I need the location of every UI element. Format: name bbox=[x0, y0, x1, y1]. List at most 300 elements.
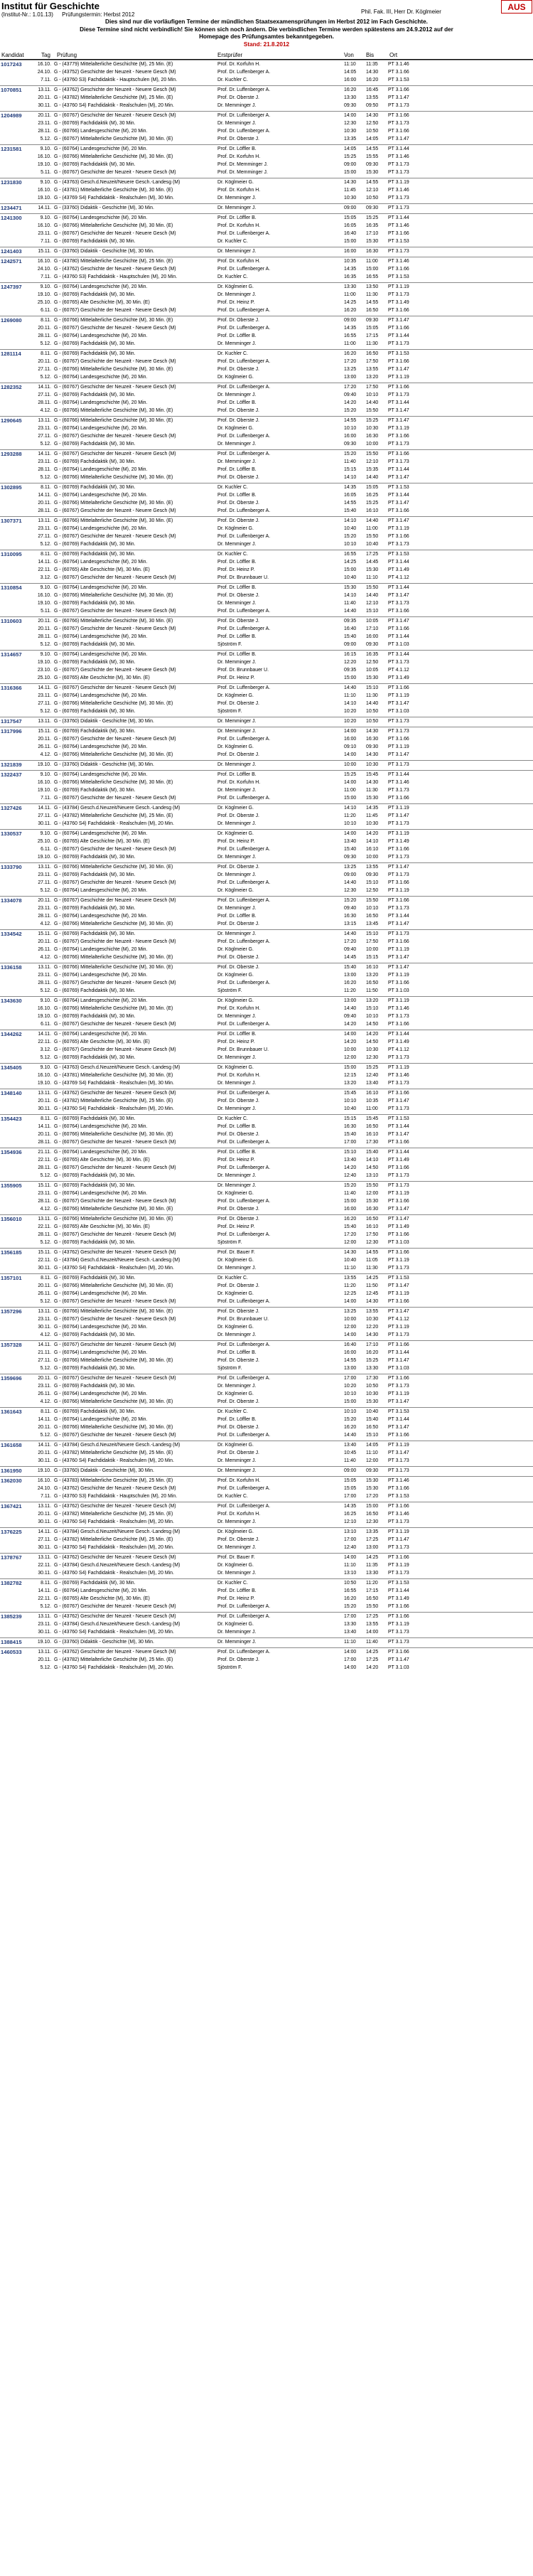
exam-row bbox=[0, 1364, 533, 1372]
examiner-name: Prof. Dr. Löffler B. bbox=[217, 146, 257, 151]
examiner-name: Dr. Köglmeier G. bbox=[217, 693, 254, 698]
time-from: 11:20 bbox=[344, 1283, 356, 1288]
candidate-group bbox=[0, 60, 533, 85]
time-to: 17:30 bbox=[366, 1140, 379, 1145]
examiner-name: Dr. Memminger J. bbox=[217, 341, 257, 346]
room: PT 3.1.73 bbox=[388, 601, 409, 606]
time-from: 15:45 bbox=[344, 1091, 357, 1096]
examiner-name: Dr. Memminger J. bbox=[217, 762, 257, 767]
examiner-name: Prof. Dr. Löffler B. bbox=[217, 400, 257, 405]
exam-row bbox=[0, 735, 533, 743]
time-to: 14:30 bbox=[366, 780, 379, 785]
exam-name: G - (43762) Geschichte der Neuzeit - Neuere Gesch (M) bbox=[54, 1555, 176, 1560]
exam-row bbox=[0, 830, 533, 838]
time-to: 09:30 bbox=[366, 205, 379, 210]
exam-date: 19.10. bbox=[37, 660, 51, 665]
time-from: 15:20 bbox=[344, 1604, 357, 1609]
time-to: 16:00 bbox=[366, 634, 379, 639]
time-to: 17:25 bbox=[366, 1614, 379, 1619]
exam-name: G - (60769) Fachdidaktik (M), 30 Min. bbox=[54, 1276, 136, 1281]
examiner-name: Dr. Memminger J. bbox=[217, 1183, 257, 1188]
exam-date: 5.12. bbox=[40, 1433, 51, 1438]
room: PT 3.1.49 bbox=[388, 1158, 409, 1163]
time-from: 14:55 bbox=[344, 1358, 357, 1363]
room: PT 3.1.73 bbox=[388, 1106, 409, 1111]
time-to: 11:00 bbox=[366, 259, 378, 264]
exam-row bbox=[0, 1431, 533, 1439]
time-to: 13:10 bbox=[366, 1173, 379, 1178]
time-from: 14:00 bbox=[344, 780, 357, 785]
exam-name: G - (33760) Didaktik - Geschichte (M), 30 Min. bbox=[54, 205, 154, 210]
time-from: 16:25 bbox=[344, 1512, 357, 1517]
exam-name: G - (43784) Gesch.d.Neuzeit/Neuere Gesch.-Landesg (M) bbox=[54, 1443, 181, 1448]
exam-name: G - (60766) Mittelalterliche Geschichte (M), 30 Min. (E) bbox=[54, 865, 173, 870]
examiner-name: Dr. Memminger J. bbox=[217, 1458, 257, 1463]
time-to: 16:50 bbox=[366, 308, 379, 313]
time-from: 14:35 bbox=[344, 326, 357, 331]
time-from: 12:00 bbox=[344, 1240, 357, 1245]
exam-name: G - (60769) Fachdidaktik (M), 30 Min. bbox=[54, 660, 136, 665]
examiner-name: Dr. Kuchler C. bbox=[217, 351, 248, 356]
candidate-group bbox=[0, 1089, 533, 1114]
time-from: 15:20 bbox=[344, 408, 357, 413]
exam-name: G - (60766) Mittelalterliche Geschichte (M), 30 Min. (E) bbox=[54, 955, 173, 960]
room: PT 3.1.66 bbox=[388, 1614, 409, 1619]
exam-name: G - (60767) Geschichte der Neuzeit - Neuere Gesch (M) bbox=[54, 231, 176, 236]
exam-name: G - (60767) Geschichte der Neuzeit - Neuere Gesch (M) bbox=[54, 385, 176, 390]
exam-date: 28.11. bbox=[38, 1232, 51, 1237]
time-from: 15:20 bbox=[344, 1417, 357, 1422]
candidate-group bbox=[0, 760, 533, 770]
exam-row bbox=[0, 599, 533, 607]
examiner-name: Prof. Dr. Löffler B. bbox=[217, 772, 257, 777]
room: PT 3.1.19 bbox=[388, 831, 409, 836]
room: PT 3.1.73 bbox=[388, 906, 409, 911]
room: PT 3.1.53 bbox=[388, 1409, 409, 1414]
exam-row bbox=[0, 1449, 533, 1457]
exam-row bbox=[0, 257, 533, 265]
examiner-name: Prof. Dr. Luffenberger A. bbox=[217, 1433, 271, 1438]
examiner-name: Prof. Dr. Luffenberger A. bbox=[217, 737, 271, 742]
examiner-name: Prof. Dr. Oberste J. bbox=[217, 752, 259, 757]
examiner-name: Prof. Dr. Luffenberger A. bbox=[217, 847, 271, 852]
exam-name: G - (43762) Geschichte der Neuzeit - Neuere Gesch (M) bbox=[54, 1614, 176, 1619]
time-to: 17:10 bbox=[366, 1342, 379, 1347]
time-to: 10:05 bbox=[366, 668, 379, 673]
time-to: 17:10 bbox=[366, 626, 379, 631]
exam-name: G - (60769) Fachdidaktik (M), 30 Min. bbox=[54, 1332, 136, 1337]
exam-row bbox=[0, 1638, 533, 1646]
examiner-name: Prof. Dr. Oberste J. bbox=[217, 593, 259, 598]
examiner-name: Dr. Köglmeier G. bbox=[217, 1391, 254, 1396]
time-from: 15:00 bbox=[344, 239, 357, 244]
examiner-name: Dr. Memminger J. bbox=[217, 1519, 257, 1524]
exam-row bbox=[0, 971, 533, 979]
room: PT 3.1.03 bbox=[388, 709, 409, 714]
time-to: 15:30 bbox=[366, 675, 379, 680]
exam-row bbox=[0, 771, 533, 779]
time-from: 12:15 bbox=[344, 1073, 357, 1078]
exam-row bbox=[0, 1408, 533, 1416]
time-from: 14:00 bbox=[344, 1299, 357, 1304]
exam-row bbox=[0, 607, 533, 615]
exam-row bbox=[0, 1518, 533, 1526]
time-from: 12:00 bbox=[344, 1055, 357, 1060]
examiner-name: Prof. Dr. Korfuhn H. bbox=[217, 1073, 261, 1078]
candidate-group bbox=[0, 1637, 533, 1647]
room: PT 3.1.73 bbox=[388, 729, 409, 734]
exam-name: G - (43784) Gesch.d.Neuzeit/Neuere Gesch.-Landesg (M) bbox=[54, 1258, 181, 1263]
room: PT 3.1.66 bbox=[388, 847, 409, 852]
exam-row bbox=[0, 458, 533, 466]
time-from: 15:10 bbox=[344, 1150, 357, 1155]
exam-row bbox=[0, 1561, 533, 1569]
examiner-name: Prof. Dr. Heinz P. bbox=[217, 1596, 255, 1601]
time-to: 11:30 bbox=[366, 788, 378, 793]
exam-date: 13.11. bbox=[38, 87, 51, 92]
exam-name: G - (60764) Landesgeschichte (M), 20 Min. bbox=[54, 973, 148, 978]
room: PT 3.1.49 bbox=[388, 1040, 409, 1044]
candidate-group bbox=[0, 349, 533, 383]
exam-date: 9.10. bbox=[40, 772, 51, 777]
exam-row bbox=[0, 592, 533, 599]
exam-name: G - (60767) Geschichte der Neuzeit - Neuere Gesch (M) bbox=[54, 1232, 176, 1237]
time-to: 14:30 bbox=[366, 70, 379, 75]
exam-date: 14.11. bbox=[38, 1032, 51, 1037]
exam-date: 9.10. bbox=[40, 585, 51, 590]
examiner-name: Dr. Memminger J. bbox=[217, 1055, 257, 1060]
examiner-name: Prof. Dr. Luffenberger A. bbox=[217, 609, 271, 614]
exam-date: 14.11. bbox=[38, 1417, 51, 1422]
examiner-name: Prof. Dr. Löffler B. bbox=[217, 585, 257, 590]
examiner-name: Dr. Kuchler C. bbox=[217, 1116, 248, 1121]
room: PT 3.1.19 bbox=[388, 180, 409, 185]
examiner-name: Dr. Köglmeier G. bbox=[217, 1325, 254, 1330]
exam-row bbox=[0, 761, 533, 769]
room: PT 4.1.12 bbox=[388, 575, 409, 580]
exam-name: G - (60766) Mittelalterliche Geschichte (M), 30 Min. (E) bbox=[54, 1425, 173, 1430]
exam-date: 28.11. bbox=[38, 634, 51, 639]
candidate-id: 1343630 bbox=[1, 998, 22, 1004]
time-to: 11:50 bbox=[366, 1283, 378, 1288]
exam-name: G - (60767) Geschichte der Neuzeit - Neuere Gesch (M) bbox=[54, 1376, 176, 1381]
candidate-id: 1314657 bbox=[1, 651, 22, 658]
exam-date: 16.10. bbox=[37, 259, 51, 264]
candidate-id: 1282352 bbox=[1, 384, 22, 390]
room: PT 3.1.73 bbox=[388, 341, 409, 346]
room: PT 3.1.47 bbox=[388, 1537, 409, 1542]
examiner-name: Prof. Dr. Heinz P. bbox=[217, 1158, 255, 1163]
exam-name: G - (60766) Mittelalterliche Geschichte (M), 30 Min. (E) bbox=[54, 501, 173, 506]
examiner-name: Dr. Kuchler C. bbox=[217, 274, 248, 279]
time-to: 14:40 bbox=[366, 475, 379, 480]
time-to: 16:10 bbox=[366, 847, 379, 852]
time-from: 16:40 bbox=[344, 231, 357, 236]
room: PT 3.1.19 bbox=[388, 1622, 409, 1627]
exam-date: 8.11. bbox=[41, 1581, 51, 1586]
candidate-group bbox=[0, 213, 533, 247]
time-to: 10:30 bbox=[366, 821, 379, 826]
room: PT 3.1.03 bbox=[388, 1240, 409, 1245]
exam-row bbox=[0, 1089, 533, 1097]
exam-name: G - (60765) Alte Geschichte (M), 30 Min. (E) bbox=[54, 1158, 150, 1163]
candidate-id: 1307371 bbox=[1, 518, 22, 524]
exam-date: 16.10. bbox=[37, 188, 51, 193]
time-from: 15:00 bbox=[344, 675, 357, 680]
exam-date: 16.10. bbox=[37, 593, 51, 598]
exam-name: G - (60766) Mittelalterliche Geschichte (M), 30 Min. (E) bbox=[54, 367, 173, 372]
time-to: 14:30 bbox=[366, 1299, 379, 1304]
exam-row bbox=[0, 1331, 533, 1339]
candidate-group bbox=[0, 803, 533, 829]
candidate-id: 1310854 bbox=[1, 584, 22, 591]
room: PT 3.1.47 bbox=[388, 965, 409, 970]
time-from: 11:45 bbox=[344, 188, 356, 193]
time-from: 16:00 bbox=[344, 78, 357, 82]
time-to: 10:10 bbox=[366, 1014, 379, 1019]
examiner-name: Dr. Memminger J. bbox=[217, 1106, 257, 1111]
time-from: 15:20 bbox=[344, 534, 357, 539]
time-to: 16:45 bbox=[366, 87, 379, 92]
exam-date: 15.11. bbox=[38, 729, 51, 734]
candidate-group bbox=[0, 963, 533, 996]
candidate-id: 1247397 bbox=[1, 284, 22, 290]
exam-row bbox=[0, 871, 533, 879]
institute-title: Institut für Geschichte bbox=[1, 1, 99, 11]
examiner-name: Prof. Dr. Löffler B. bbox=[217, 1032, 257, 1037]
candidate-group bbox=[0, 616, 533, 650]
time-from: 13:10 bbox=[344, 1529, 357, 1534]
exam-name: G - (33760) Didaktik - Geschichte (M), 30 Min. bbox=[54, 762, 154, 767]
time-to: 11:00 bbox=[366, 1106, 378, 1111]
examiner-name: Prof. Dr. Luffenberger A. bbox=[217, 1486, 271, 1491]
time-to: 12:40 bbox=[366, 1073, 379, 1078]
exam-date: 27.11. bbox=[38, 434, 51, 439]
room: PT 3.1.73 bbox=[388, 762, 409, 767]
time-to: 12:30 bbox=[366, 1055, 379, 1060]
examiner-name: Prof. Dr. Luffenberger A. bbox=[217, 1091, 271, 1096]
exam-name: G - (60764) Landesgeschichte (M), 20 Min. bbox=[54, 526, 148, 531]
exam-name: G - (60764) Landesgeschichte (M), 20 Min. bbox=[54, 914, 148, 919]
time-to: 14:35 bbox=[366, 806, 379, 811]
time-from: 14:10 bbox=[344, 806, 357, 811]
exam-name: G - (43760 S4) Fachdidaktik - Realschulen (M), 20 Min. bbox=[54, 1630, 174, 1635]
exam-row bbox=[0, 1664, 533, 1672]
time-to: 11:05 bbox=[366, 1258, 378, 1263]
time-from: 16:20 bbox=[344, 1596, 357, 1601]
exam-date: 15.11. bbox=[38, 249, 51, 254]
exam-row bbox=[0, 938, 533, 946]
room: PT 3.1.66 bbox=[388, 534, 409, 539]
time-from: 17:20 bbox=[344, 939, 357, 944]
candidate-group bbox=[0, 583, 533, 616]
time-to: 16:50 bbox=[366, 914, 379, 919]
candidate-group bbox=[0, 929, 533, 963]
exam-date: 23.11. bbox=[38, 231, 51, 236]
exam-name: G - (43769 S4) Fachdidaktik - Realschulen (M), 30 Min. bbox=[54, 196, 174, 201]
time-to: 15:00 bbox=[366, 1504, 379, 1509]
time-to: 11:40 bbox=[366, 1640, 378, 1645]
time-to: 15:05 bbox=[366, 485, 379, 490]
time-to: 15:10 bbox=[366, 685, 379, 690]
examiner-name: Prof. Dr. Löffler B. bbox=[217, 1350, 257, 1355]
time-to: 14:40 bbox=[366, 593, 379, 598]
exam-row bbox=[0, 979, 533, 987]
candidate-group bbox=[0, 1476, 533, 1502]
time-from: 14:05 bbox=[344, 70, 357, 75]
exam-row bbox=[0, 230, 533, 237]
candidate-id: 1330537 bbox=[1, 830, 22, 837]
exam-date: 20.11. bbox=[38, 359, 51, 364]
examiner-name: Dr. Köglmeier G. bbox=[217, 284, 254, 289]
exam-row bbox=[0, 1046, 533, 1054]
room: PT 3.1.73 bbox=[388, 1055, 409, 1060]
examiner-name: Dr. Köglmeier G. bbox=[217, 1191, 254, 1196]
time-from: 16:40 bbox=[344, 626, 357, 631]
candidate-group bbox=[0, 416, 533, 449]
candidate-id: 1361658 bbox=[1, 1442, 22, 1448]
time-from: 13:10 bbox=[344, 1571, 357, 1576]
examiner-name: Dr. Memminger J. bbox=[217, 788, 257, 793]
time-from: 16:20 bbox=[344, 980, 357, 985]
time-to: 16:30 bbox=[366, 1207, 379, 1212]
institute-number: (Institut-Nr.: 1.01.13) bbox=[1, 11, 53, 18]
candidate-id: 1334078 bbox=[1, 897, 22, 904]
time-from: 14:20 bbox=[344, 1022, 357, 1027]
examiner-name: Dr. Memminger J. bbox=[217, 729, 257, 734]
exam-date: 4.12. bbox=[40, 1332, 51, 1337]
room: PT 3.1.47 bbox=[388, 1450, 409, 1455]
room: PT 3.1.44 bbox=[388, 493, 409, 498]
examiner-name: Prof. Dr. Luffenberger A. bbox=[217, 1022, 271, 1027]
exam-row bbox=[0, 1441, 533, 1449]
exam-row bbox=[0, 1528, 533, 1536]
candidate-group bbox=[0, 483, 533, 516]
exam-row bbox=[0, 1510, 533, 1518]
time-from: 13:40 bbox=[344, 1443, 357, 1448]
exam-date: 5.12. bbox=[40, 375, 51, 380]
time-from: 13:40 bbox=[344, 1630, 357, 1635]
time-to: 13:50 bbox=[366, 284, 379, 289]
exam-date: 16.10. bbox=[37, 1073, 51, 1078]
examiner-name: Prof. Dr. Luffenberger A. bbox=[217, 87, 271, 92]
exam-name: G - (60769) Fachdidaktik (M), 30 Min. bbox=[54, 552, 136, 557]
exam-name: G - (43782) Mittelalterliche Geschichte (M), 25 Min. (E) bbox=[54, 95, 173, 100]
exam-row bbox=[0, 204, 533, 212]
time-from: 14:00 bbox=[344, 113, 357, 118]
exam-name: G - (60766) Mittelalterliche Geschichte (M), 30 Min. (E) bbox=[54, 921, 173, 926]
time-to: 10:30 bbox=[366, 1047, 379, 1052]
exam-name: G - (60767) Geschichte der Neuzeit - Neuere Gesch (M) bbox=[54, 898, 176, 903]
exam-date: 28.11. bbox=[38, 467, 51, 472]
time-from: 17:00 bbox=[344, 1140, 357, 1145]
exam-date: 19.10. bbox=[37, 1014, 51, 1019]
exam-row bbox=[0, 1030, 533, 1038]
exam-row bbox=[0, 904, 533, 912]
exam-row bbox=[0, 920, 533, 928]
examiner-name: Dr. Köglmeier G. bbox=[217, 1065, 254, 1070]
exam-name: G - (43779) Mittelalterliche Geschichte (M), 25 Min. (E) bbox=[54, 62, 173, 67]
time-to: 14:25 bbox=[366, 1555, 379, 1560]
exam-name: G - (60767) Geschichte der Neuzeit - Neuere Gesch (M) bbox=[54, 880, 176, 885]
candidate-id: 1231581 bbox=[1, 146, 22, 152]
exam-date: 22.11. bbox=[38, 1158, 51, 1163]
time-from: 09:35 bbox=[344, 668, 357, 673]
exam-date: 21.11. bbox=[38, 1350, 51, 1355]
time-to: 13:40 bbox=[366, 1081, 379, 1086]
time-to: 17:25 bbox=[366, 1537, 379, 1542]
exam-date: 16.10. bbox=[37, 1006, 51, 1011]
exam-date: 5.12. bbox=[40, 341, 51, 346]
exam-name: G - (60766) Mittelalterliche Geschichte (M), 30 Min. (E) bbox=[54, 1283, 173, 1288]
exam-name: G - (60764) Landesgeschichte (M), 20 Min. bbox=[54, 693, 148, 698]
examiner-name: Prof. Dr. Luffenberger A. bbox=[217, 508, 271, 513]
exam-date: 14.11. bbox=[38, 685, 51, 690]
time-to: 15:25 bbox=[366, 215, 379, 220]
exam-row bbox=[0, 1620, 533, 1628]
time-to: 11:00 bbox=[366, 526, 378, 531]
exam-row bbox=[0, 247, 533, 255]
exam-name: G - (43762) Geschichte der Neuzeit - Neuere Gesch (M) bbox=[54, 1650, 176, 1655]
time-from: 14:25 bbox=[344, 300, 357, 305]
time-from: 09:00 bbox=[344, 642, 357, 647]
exam-date: 13.11. bbox=[38, 418, 51, 423]
exam-date: 20.11. bbox=[38, 326, 51, 331]
time-from: 16:20 bbox=[344, 1425, 357, 1430]
examiner-name: Dr. Kuchler C. bbox=[217, 1581, 248, 1586]
candidate-group bbox=[0, 1181, 533, 1214]
exam-name: G - (43760 S4) Fachdidaktik - Realschulen (M), 20 Min. bbox=[54, 821, 174, 826]
time-from: 10:10 bbox=[344, 1391, 357, 1396]
candidate-id: 1357101 bbox=[1, 1275, 22, 1281]
examiner-name: Prof. Dr. Luffenberger A. bbox=[217, 898, 271, 903]
exam-name: G - (60769) Fachdidaktik (M), 30 Min. bbox=[54, 1240, 136, 1245]
exam-date: 30.11. bbox=[38, 1630, 51, 1635]
room: PT 3.1.46 bbox=[388, 154, 409, 159]
exam-row bbox=[0, 812, 533, 820]
exam-row bbox=[0, 1595, 533, 1603]
exam-date: 25.10. bbox=[37, 675, 51, 680]
candidate-id: 1234471 bbox=[1, 205, 22, 211]
room: PT 3.1.49 bbox=[388, 1596, 409, 1601]
examiner-name: Dr. Köglmeier G. bbox=[217, 888, 254, 893]
candidate-id: 1317996 bbox=[1, 728, 22, 734]
exam-date: 19.10. bbox=[37, 601, 51, 606]
room: PT 3.1.73 bbox=[388, 660, 409, 665]
exam-row bbox=[0, 1398, 533, 1406]
exam-name: G - (60764) Landesgeschichte (M), 20 Min. bbox=[54, 888, 148, 893]
time-from: 14:20 bbox=[344, 1165, 357, 1170]
room: PT 3.1.46 bbox=[388, 1073, 409, 1078]
exam-date: 5.12. bbox=[40, 1055, 51, 1060]
exam-date: 8.11. bbox=[41, 351, 51, 356]
exam-date: 6.11. bbox=[41, 1022, 51, 1027]
exam-date: 15.11. bbox=[38, 931, 51, 936]
exam-name: G - (60766) Mittelalterliche Geschichte (M), 30 Min. (E) bbox=[54, 408, 173, 413]
exam-row bbox=[0, 127, 533, 135]
exam-date: 28.11. bbox=[38, 508, 51, 513]
time-to: 16:10 bbox=[366, 1091, 379, 1096]
time-from: 16:20 bbox=[344, 308, 357, 313]
examiner-name: Prof. Dr. Löffler B. bbox=[217, 1150, 257, 1155]
time-to: 15:10 bbox=[366, 931, 379, 936]
exam-name: G - (60764) Landesgeschichte (M), 20 Min. bbox=[54, 1150, 148, 1155]
exam-date: 4.12. bbox=[40, 1399, 51, 1404]
examiner-name: Prof. Dr. Luffenberger A. bbox=[217, 1165, 271, 1170]
exam-row bbox=[0, 1197, 533, 1205]
room: PT 3.1.47 bbox=[388, 95, 409, 100]
exam-date: 5.12. bbox=[40, 988, 51, 993]
